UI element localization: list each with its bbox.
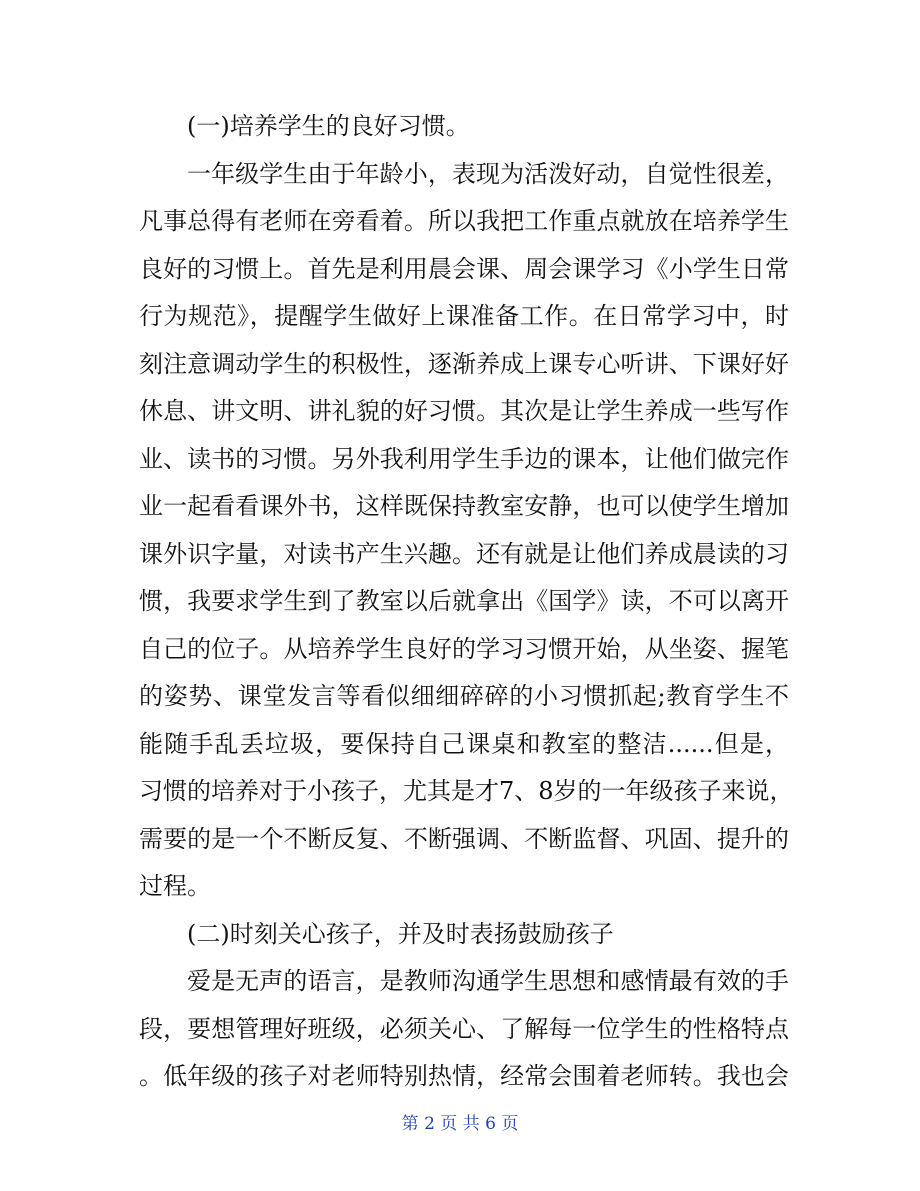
page-number-footer: 第 2 页 共 6 页	[401, 1114, 519, 1134]
paragraph-line: 的姿势、课堂发言等看似细细碎碎的小习惯抓起;教育学生不	[139, 682, 789, 710]
paragraph-line: 段，要想管理好班级，必须关心、了解每一位学生的性格特点	[139, 1015, 789, 1043]
section-heading-1: (一)培养学生的良好习惯。	[187, 112, 470, 140]
paragraph-line: 需要的是一个不断反复、不断强调、不断监督、巩固、提升的	[139, 825, 789, 853]
paragraph-line: 一年级学生由于年龄小，表现为活泼好动，自觉性很差，	[187, 160, 789, 188]
paragraph-line: 习惯的培养对于小孩子，尤其是才7、8岁的一年级孩子来说，	[139, 777, 794, 805]
paragraph-line: 。低年级的孩子对老师特别热情，经常会围着老师转。我也会	[139, 1062, 789, 1090]
paragraph-line: 自己的位子。从培养学生良好的学习习惯开始，从坐姿、握笔	[139, 635, 789, 663]
section-heading-2: (二)时刻关心孩子，并及时表扬鼓励孩子	[187, 920, 614, 948]
paragraph-line: 惯，我要求学生到了教室以后就拿出《国学》读，不可以离开	[139, 587, 789, 615]
paragraph-line: 课外识字量，对读书产生兴趣。还有就是让他们养成晨读的习	[139, 540, 789, 568]
paragraph-line: 能随手乱丢垃圾，要保持自己课桌和教室的整洁......但是，	[139, 730, 789, 758]
paragraph-line: 凡事总得有老师在旁看着。所以我把工作重点就放在培养学生	[139, 207, 789, 235]
paragraph-line: 业、读书的习惯。另外我利用学生手边的课本，让他们做完作	[139, 445, 789, 473]
paragraph-line: 爱是无声的语言，是教师沟通学生思想和感情最有效的手	[187, 967, 789, 995]
paragraph-line: 业一起看看课外书，这样既保持教室安静，也可以使学生增加	[139, 492, 789, 520]
paragraph-line: 过程。	[139, 872, 211, 900]
paragraph-line: 行为规范》，提醒学生做好上课准备工作。在日常学习中，时	[139, 302, 789, 330]
paragraph-line: 良好的习惯上。首先是利用晨会课、周会课学习《小学生日常	[139, 255, 789, 283]
paragraph-line: 休息、讲文明、讲礼貌的好习惯。其次是让学生养成一些写作	[139, 397, 789, 425]
paragraph-line: 刻注意调动学生的积极性，逐渐养成上课专心听讲、下课好好	[139, 350, 789, 378]
